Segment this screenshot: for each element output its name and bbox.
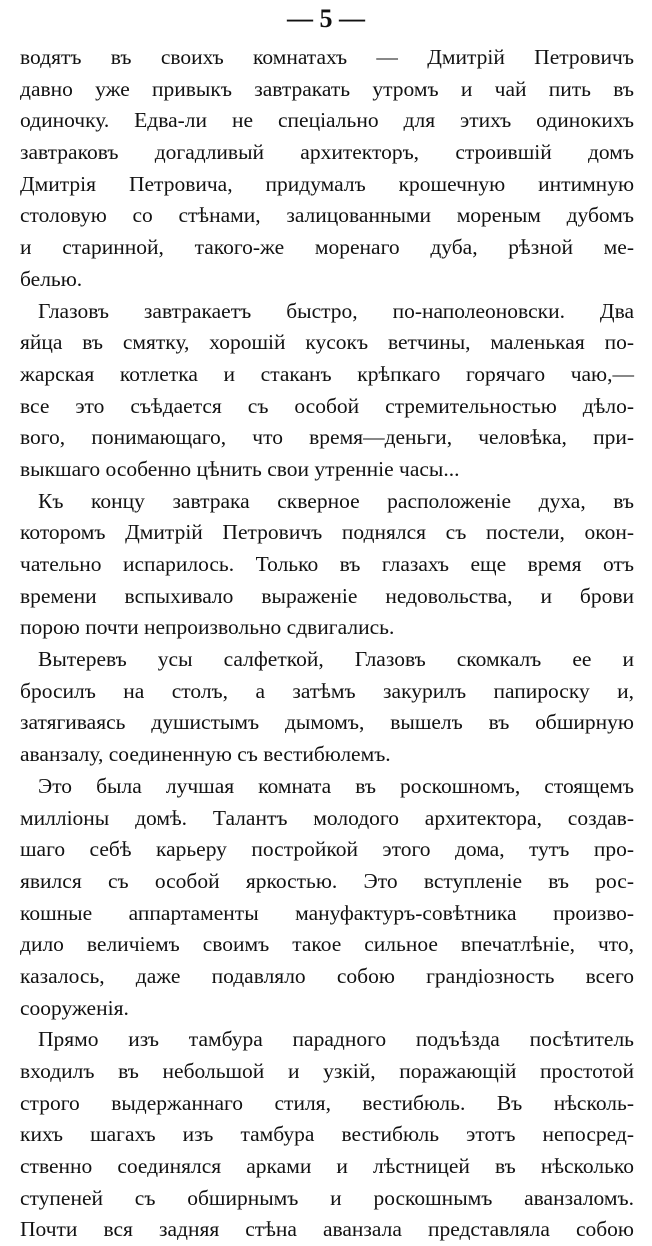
text-line: Это была лучшая комната въ роскошномъ, стоящемъ bbox=[38, 773, 634, 798]
text-line: жарская котлетка и стаканъ крѣпкаго горячаго чаю,— bbox=[20, 361, 634, 386]
text-line: явился съ особой яркостью. Это вступленіе въ рос- bbox=[20, 868, 634, 893]
text-line: затягиваясь душистымъ дымомъ, вышелъ въ обширную bbox=[20, 710, 634, 735]
text-line: которомъ Дмитрій Петровичъ поднялся съ постели, окон- bbox=[20, 520, 634, 545]
text-line: милліоны домѣ. Талантъ молодого архитектора, создав- bbox=[20, 805, 634, 830]
text-line: Дмитрія Петровича, придумалъ крошечную интимную bbox=[20, 171, 634, 196]
text-line: входилъ въ небольшой и узкій, поражающій простотой bbox=[20, 1059, 634, 1083]
text-line: сооруженія. bbox=[20, 995, 129, 1020]
text-line: Глазовъ завтракаетъ быстро, по-наполеоновски. Два bbox=[38, 298, 634, 323]
text-line: бросилъ на столъ, а затѣмъ закурилъ папироску и, bbox=[20, 678, 634, 703]
text-line: одиночку. Едва-ли не спеціально для этихъ одинокихъ bbox=[20, 108, 634, 133]
text-line: ственно соединялся арками и лѣстницей въ нѣсколько bbox=[20, 1154, 634, 1179]
text-line: выкшаго особенно цѣнить свои утренніе часы... bbox=[20, 456, 460, 481]
text-line: Вытеревъ усы салфеткой, Глазовъ скомкалъ ее и bbox=[38, 647, 634, 672]
text-line: давно уже привыкъ завтракать утромъ и чай пить въ bbox=[20, 76, 634, 101]
text-line: времени вспыхивало выраженіе недовольства, и брови bbox=[20, 583, 634, 608]
text-line: столовую со стѣнами, залицованными мореным дубомъ bbox=[20, 203, 634, 228]
text-line: ступеней съ обширнымъ и роскошнымъ аванзаломъ. bbox=[20, 1185, 634, 1210]
text-line: завтраковъ догадливый архитекторъ, строившій домъ bbox=[20, 140, 634, 165]
document-body bbox=[20, 42, 634, 1246]
text-line: белью. bbox=[20, 266, 83, 291]
text-line: Къ концу завтрака скверное расположеніе духа, въ bbox=[38, 488, 634, 513]
text-line: шаго себѣ карьеру постройкой этого дома, тутъ про- bbox=[20, 837, 634, 862]
text-line: кихъ шагахъ изъ тамбура вестибюль этотъ непосред- bbox=[20, 1122, 634, 1147]
text-line: все это съѣдается съ особой стремительностью дѣло- bbox=[20, 393, 634, 418]
text-line: строго выдержаннаго стиля, вестибюль. Въ нѣсколь- bbox=[20, 1090, 634, 1115]
text-line: аванзалу, соединенную съ вестибюлемъ. bbox=[20, 742, 391, 767]
page-number: — 5 — bbox=[287, 4, 365, 33]
text-line: вого, понимающаго, что время—деньги, человѣка, при- bbox=[20, 425, 634, 450]
text-line: яйца въ смятку, хорошій кусокъ ветчины, маленькая по- bbox=[20, 330, 634, 355]
text-line: казалось, даже подавляло собою грандіозность всего bbox=[20, 963, 634, 988]
text-line: Прямо изъ тамбура парадного подъѣзда посѣтитель bbox=[38, 1027, 634, 1052]
text-line: чательно испарилось. Только въ глазахъ еще время отъ bbox=[20, 552, 634, 576]
text-line: водятъ въ своихъ комнатахъ — Дмитрій Петровичъ bbox=[20, 45, 634, 69]
text-line: порою почти непроизвольно сдвигались. bbox=[20, 615, 395, 640]
text-line: Почти вся задняя стѣна аванзала представляла собою bbox=[20, 1217, 634, 1242]
text-line: дило величіемъ своимъ такое сильное впечатлѣніе, что, bbox=[20, 932, 634, 957]
text-line: и старинной, такого-же моренаго дуба, рѣзной ме- bbox=[20, 235, 634, 260]
text-line: кошные аппартаменты мануфактуръ-совѣтника произво- bbox=[20, 900, 634, 925]
